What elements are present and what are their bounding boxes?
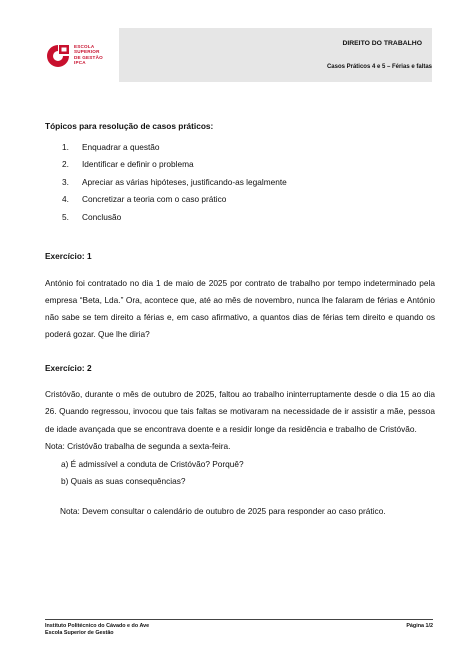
- page-footer: [45, 619, 433, 637]
- header-banner: [119, 28, 432, 82]
- exercise-2-questions: [45, 456, 435, 491]
- page-number: Página 1/2: [406, 623, 433, 629]
- document-body: [45, 118, 435, 520]
- question-item: a) É admissível a conduta de Cristóvão? Porquê?: [61, 458, 244, 469]
- topic-item: 4. Concretizar a teoria com o caso prático: [62, 194, 227, 204]
- exercise-1-text: António foi contratado no dia 1 de maio de 2025 por contrato de trabalho por tempo indeterminado pela empresa “Beta, Lda.” Ora, acontece que, até ao mês de novembro, nunca lhe falaram de férias e António não sabe se tem direito a férias e, em caso afirmativo, a quantos dias de férias tem direito e quando os poderá gozar. Que lhe diria?: [45, 277, 435, 340]
- document-subtitle: Casos Práticos 4 e 5 – Férias e faltas: [326, 64, 432, 70]
- ipca-logo-icon: [44, 42, 72, 70]
- page-header: [0, 28, 474, 82]
- exercise-2-heading: Exercício: 2: [45, 362, 92, 373]
- topic-item: 3. Apreciar as várias hipóteses, justificando-as legalmente: [62, 176, 287, 187]
- topic-item: 2. Identificar e definir o problema: [62, 159, 194, 169]
- exercise-1-heading: Exercício: 1: [45, 251, 92, 261]
- calendar-note: Nota: Devem consultar o calendário de outubro de 2025 para responder ao caso prático.: [60, 505, 386, 516]
- logo-text: ESCOLA SUPERIOR DE GESTÃO IPCA: [74, 44, 103, 66]
- topics-list: [45, 139, 435, 227]
- topic-item: 5. Conclusão: [62, 211, 122, 222]
- exercise-2-note: Nota: Cristóvão trabalha de segunda a sexta-feira.: [45, 441, 231, 452]
- topic-item: 1. Enquadrar a questão: [62, 141, 160, 152]
- document-title: DIREITO DO TRABALHO: [342, 40, 422, 47]
- footer-institution: Instituto Politécnico do Cávado e do Ave: [45, 623, 150, 629]
- topics-heading: Tópicos para resolução de casos práticos:: [45, 121, 214, 131]
- question-item: b) Quais as suas consequências?: [61, 476, 186, 487]
- exercise-2-text: Cristóvão, durante o mês de outubro de 2025, faltou ao trabalho ininterruptamente desde o dia 15 ao dia 26. Quando regressou, invocou que tais faltas se motivaram na necessidade de ir assistir a mãe, pessoa de idade avançada que se encontrava doente e a residir longe da residência e trabalho de Cristóvão.: [45, 389, 435, 434]
- footer-school: Escola Superior de Gestão: [45, 630, 114, 636]
